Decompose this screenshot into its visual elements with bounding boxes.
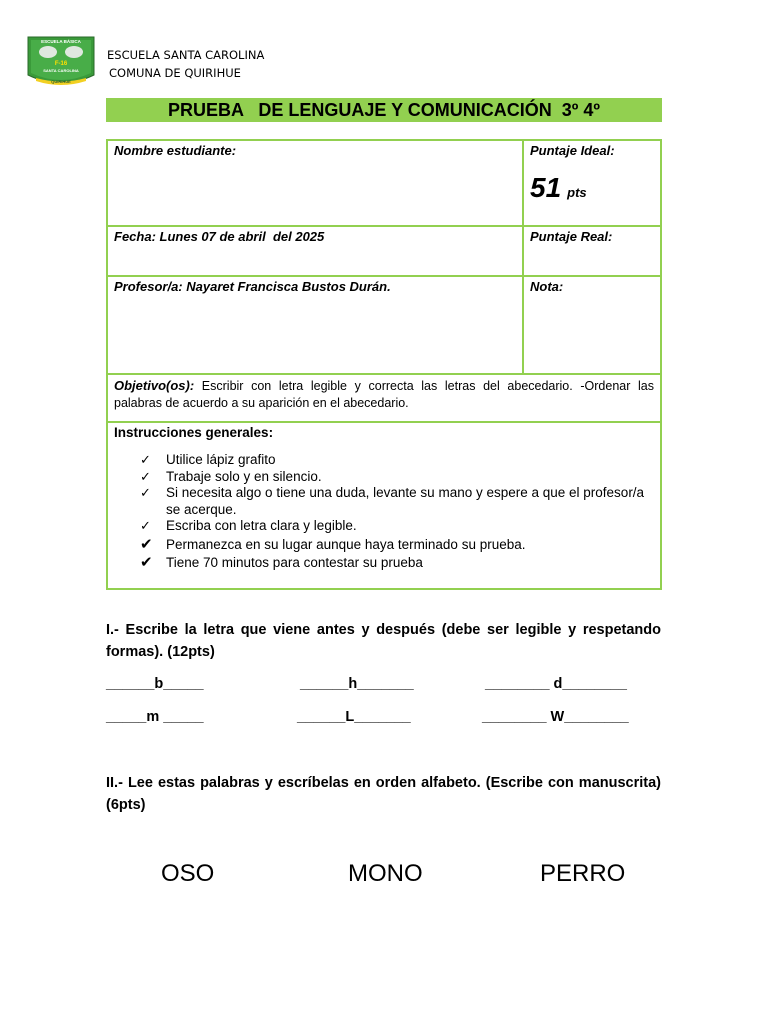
checkmark-icon: ✓ <box>140 468 151 484</box>
teacher-cell <box>108 277 524 373</box>
instructions-cell <box>108 423 660 588</box>
instructions-list <box>114 452 654 572</box>
instructions-colon: : <box>268 425 274 440</box>
objective-label: Objetivo(os): <box>114 378 195 393</box>
letter-blank-2[interactable]: ______h_______ <box>300 676 414 692</box>
ideal-score-cell <box>524 141 660 225</box>
instruction-item: ✓ Escriba con letra clara y legible. <box>140 518 357 533</box>
school-header <box>107 46 264 82</box>
checkmark-icon: ✓ <box>140 485 151 500</box>
objective-cell <box>108 375 660 421</box>
letter-blank-6[interactable]: ________ W________ <box>482 709 629 725</box>
letter-blank-5[interactable]: ______L_______ <box>297 709 411 725</box>
logo-text-top: ESCUELA BÁSICA <box>41 39 81 44</box>
logo-text-city: QUIRIHUE <box>51 79 71 84</box>
checkmark-icon: ✔ <box>140 535 153 553</box>
exam-info-table <box>106 139 662 590</box>
section-2-title: II.- Lee estas palabras y escríbelas en orden alfabeto. (Escribe con manuscrita) (6pts) <box>106 775 661 813</box>
checkmark-icon: ✓ <box>140 452 151 467</box>
info-row-objective <box>108 375 660 423</box>
student-name-cell[interactable] <box>108 141 524 225</box>
ideal-score-value: 51 <box>530 172 562 203</box>
letter-blank-3[interactable]: ________ d________ <box>485 676 627 692</box>
student-name-label: Nombre estudiante: <box>114 143 237 158</box>
school-name: ESCUELA SANTA CAROLINA <box>107 48 265 62</box>
instruction-item: ✓ Utilice lápiz grafito <box>140 452 276 467</box>
info-row-teacher <box>108 277 660 375</box>
checkmark-icon: ✓ <box>140 518 151 533</box>
letter-blank-1[interactable]: ______b_____ <box>106 676 204 692</box>
school-logo <box>26 35 96 87</box>
word-oso: OSO <box>161 860 215 887</box>
word-mono: MONO <box>348 860 423 887</box>
ideal-score-label: Puntaje Ideal: <box>530 143 615 158</box>
letter-blank-4[interactable]: _____m _____ <box>106 709 204 725</box>
instruction-item: ✓ Trabaje solo y en silencio. <box>140 468 322 484</box>
section-1-title: I.- Escribe la letra que viene antes y después (debe ser legible y respetando formas). (12pts) <box>106 622 661 660</box>
info-row-student <box>108 141 660 227</box>
exam-title: PRUEBA DE LENGUAJE Y COMUNICACIÓN 3º 4º <box>106 98 662 122</box>
grade-cell[interactable] <box>524 277 660 373</box>
grade-label: Nota: <box>530 279 564 294</box>
logo-text-name: SANTA CAROLINA <box>43 68 79 73</box>
date-cell <box>108 227 524 275</box>
ideal-score-unit: pts <box>567 185 587 200</box>
logo-text-code: F-16 <box>54 61 68 67</box>
info-row-date <box>108 227 660 277</box>
instructions-title: Instrucciones generales <box>114 425 269 440</box>
real-score-label: Puntaje Real: <box>530 229 613 244</box>
info-row-instructions <box>108 423 660 588</box>
instruction-item: ✔ Tiene 70 minutos para contestar su prueba <box>140 554 423 571</box>
objective-text: Escribir con letra legible y correcta las letras del abecedario. -Ordenar las palabras de acuerdo a su aparición en el abecedario. <box>114 379 654 410</box>
commune-name: COMUNA DE QUIRIHUE <box>109 66 241 80</box>
word-perro: PERRO <box>540 860 626 887</box>
checkmark-icon: ✔ <box>140 554 153 571</box>
instruction-item: ✔ Permanezca en su lugar aunque haya terminado su prueba. <box>140 535 526 553</box>
real-score-cell[interactable] <box>524 227 660 275</box>
date-text: Fecha: Lunes 07 de abril del 2025 <box>114 229 325 244</box>
teacher-text: Profesor/a: Nayaret Francisca Bustos Durán. <box>114 279 391 294</box>
instruction-item: ✓ Si necesita algo o tiene una duda, levante su mano y espere a que el profesor/a se acerque. <box>140 485 645 517</box>
